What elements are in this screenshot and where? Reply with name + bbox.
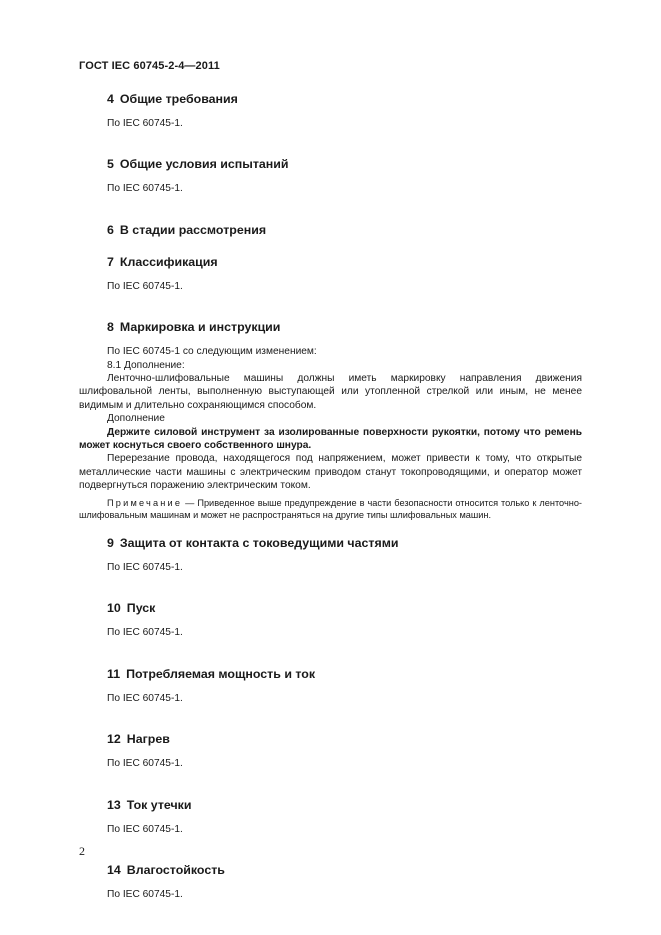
section-title: 8 Маркировка и инструкции xyxy=(107,320,281,335)
section-text: По IEC 60745-1. xyxy=(107,692,183,704)
section-title: 6 В стадии рассмотрения xyxy=(107,222,267,237)
section-title: 4 Общие требования xyxy=(107,92,238,106)
section-text: По IEC 60745-1. xyxy=(107,280,183,292)
document-body xyxy=(79,92,582,901)
warning-text: Держите силовой инструмент за изолированные поверхности рукоятки, потому что ремень может коснуться своего собственного шнура. xyxy=(79,426,582,452)
section-title: 5 Общие условия испытаний xyxy=(107,157,289,172)
section-title: 11 Потребляемая мощность и ток xyxy=(107,666,316,681)
section8-subclause: 8.1 Дополнение: xyxy=(107,359,185,371)
section-title: 10 Пуск xyxy=(107,601,156,616)
note xyxy=(79,497,582,522)
section8-paragraph: Перерезание провода, находящегося под напряжением, может привести к тому, что открытые металлические части машины с электрическим приводом станут токопроводящими, и оператор может подвергнуться поражению электрическим током. xyxy=(79,453,582,492)
document-header: ГОСТ IEC 60745-2-4—2011 xyxy=(79,60,220,72)
section-title: 12 Нагрев xyxy=(107,732,170,747)
section8-paragraph: Ленточно-шлифовальные машины должны иметь маркировку направления движения шлифовальной ленты, выполненную выступающей или утопленной стрелкой или иным, не менее видимым и длительно сохраняющимся способом. xyxy=(79,373,582,411)
section8-addition-label: Дополнение xyxy=(107,413,165,425)
section-text: По IEC 60745-1. xyxy=(107,758,183,770)
section-text: По IEC 60745-1. xyxy=(107,561,183,573)
section-text: По IEC 60745-1. xyxy=(107,118,183,129)
section-text: По IEC 60745-1. xyxy=(107,627,183,639)
section-text: По IEC 60745-1. xyxy=(107,823,183,835)
section-title: 7 Классификация xyxy=(107,254,218,269)
section-text: По IEC 60745-1. xyxy=(107,888,183,900)
section-title: 13 Ток утечки xyxy=(107,797,192,812)
section-title: 14 Влагостойкость xyxy=(107,862,225,877)
section8-intro: По IEC 60745-1 со следующим изменением: xyxy=(107,346,317,358)
note-text: — Приведенное выше предупреждение в части безопасности относится только к ленточно-шлифовальным машинам и может не распространяться на другие типы шлифовальных машин. xyxy=(79,497,582,521)
page-number: 2 xyxy=(79,844,85,858)
note-label: Примечание xyxy=(107,497,183,508)
section-text: По IEC 60745-1. xyxy=(107,183,183,195)
section-title: 9 Защита от контакта с токоведущими частями xyxy=(107,535,399,550)
